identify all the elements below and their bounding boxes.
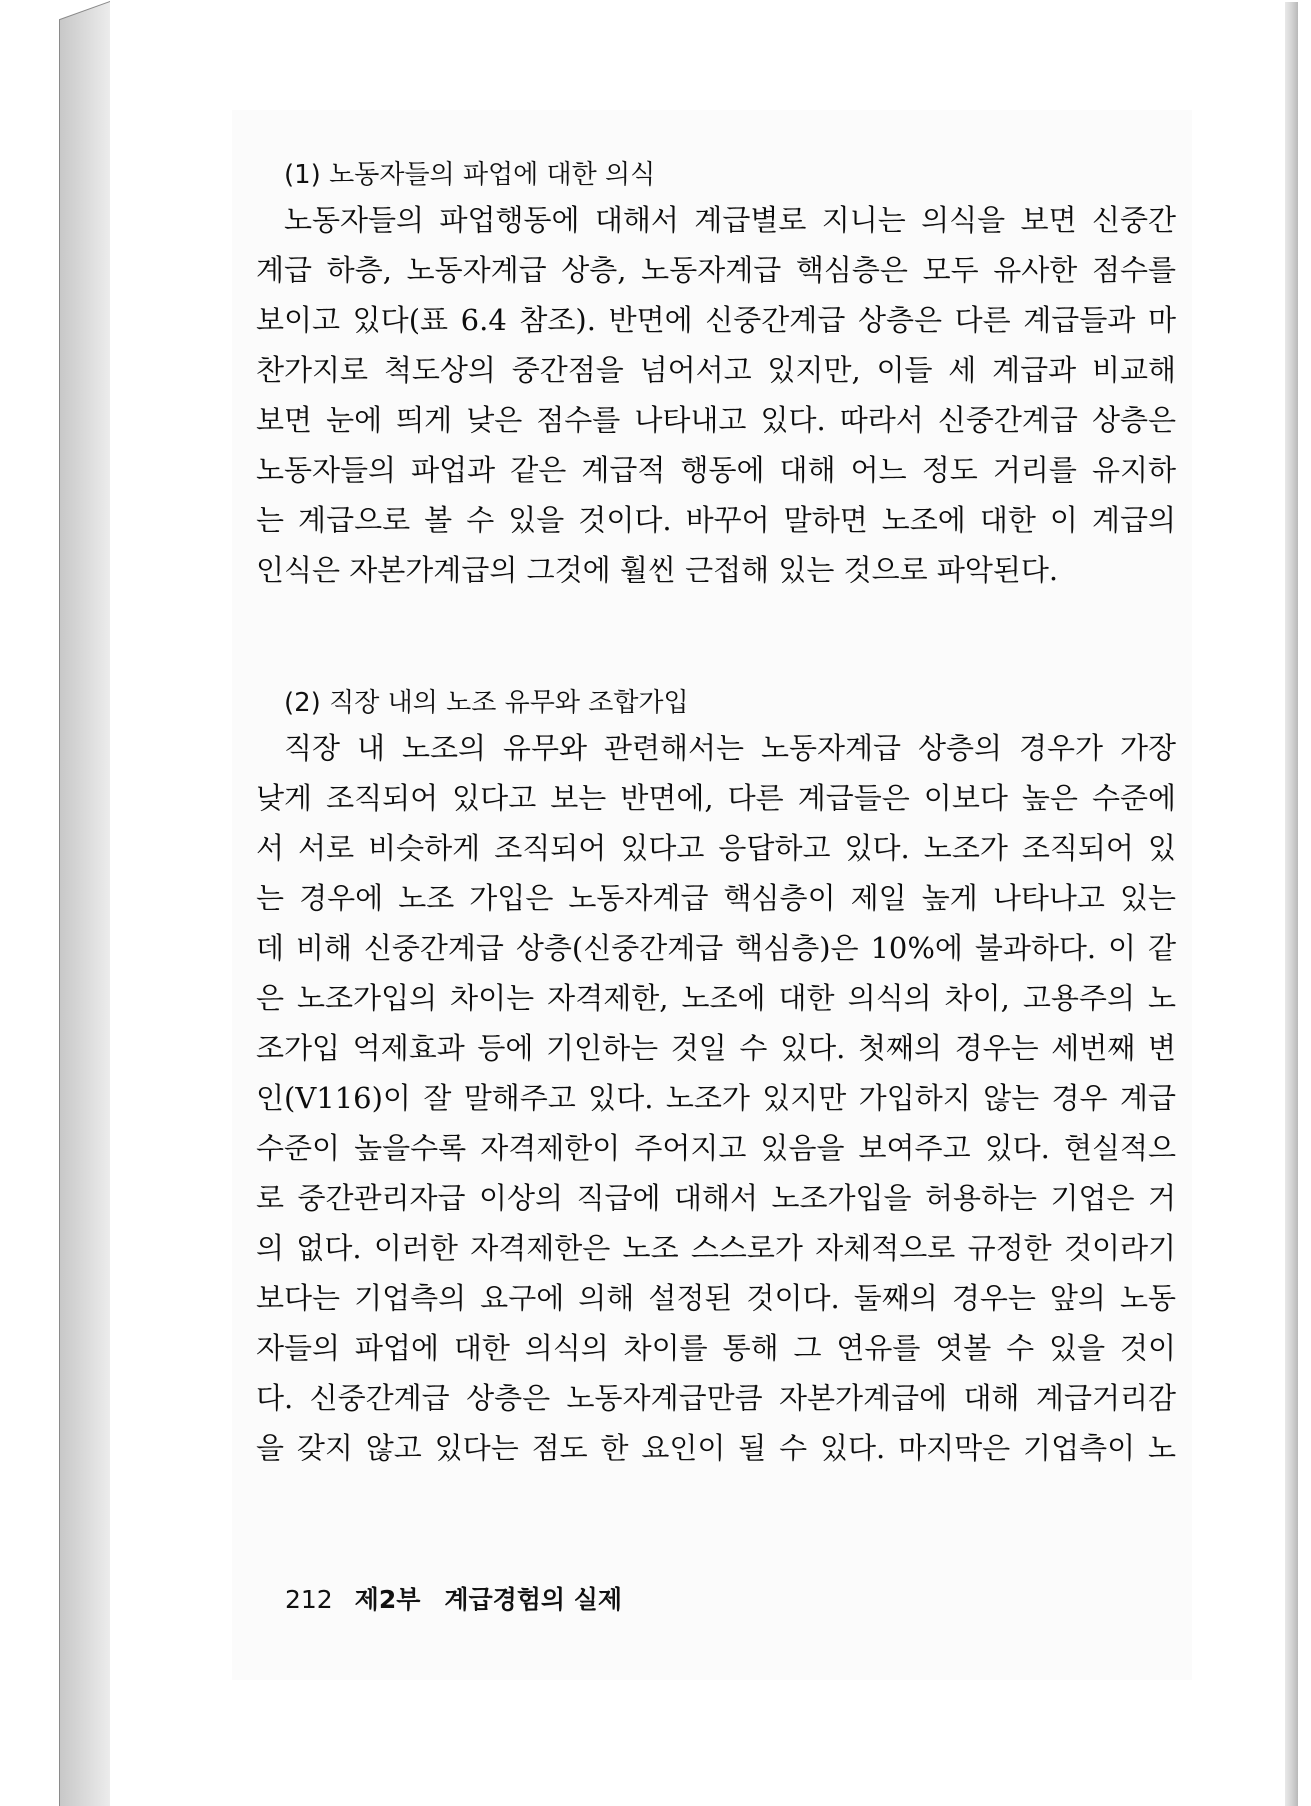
paragraph-line: 을 갖지 않고 있다는 점도 한 요인이 될 수 있다. 마지막은 기업측이 노 — [256, 1431, 1176, 1465]
paragraph-line: 직장 내 노조의 유무와 관련해서는 노동자계급 상층의 경우가 가장 — [284, 731, 1176, 765]
paragraph-line: 는 계급으로 볼 수 있을 것이다. 바꾸어 말하면 노조에 대한 이 계급의 — [256, 503, 1176, 537]
section-1-paragraph — [256, 195, 1176, 595]
paragraph-line: 찬가지로 척도상의 중간점을 넘어서고 있지만, 이들 세 계급과 비교해 — [256, 353, 1176, 387]
paragraph-line: 노동자들의 파업행동에 대해서 계급별로 지니는 의식을 보면 신중간 — [284, 203, 1176, 237]
paragraph-line: 조가입 억제효과 등에 기인하는 것일 수 있다. 첫째의 경우는 세번째 변 — [256, 1031, 1176, 1065]
section-1-heading: (1) 노동자들의 파업에 대한 의식 — [284, 160, 656, 190]
paragraph-line: 서 서로 비슷하게 조직되어 있다고 응답하고 있다. 노조가 조직되어 있 — [256, 831, 1176, 865]
paragraph-line: 낮게 조직되어 있다고 보는 반면에, 다른 계급들은 이보다 높은 수준에 — [256, 781, 1176, 815]
paragraph-line: 계급 하층, 노동자계급 상층, 노동자계급 핵심층은 모두 유사한 점수를 — [256, 253, 1176, 287]
page-footer — [285, 1580, 622, 1616]
paragraph-line: 보이고 있다(표 6.4 참조). 반면에 신중간계급 상층은 다른 계급들과 마 — [256, 303, 1176, 337]
paragraph-line: 보다는 기업측의 요구에 의해 설정된 것이다. 둘째의 경우는 앞의 노동 — [256, 1281, 1176, 1315]
page-body — [256, 155, 1176, 1473]
paragraph-line: 는 경우에 노조 가입은 노동자계급 핵심층이 제일 높게 나타나고 있는 — [256, 881, 1176, 915]
paragraph-line: 의 없다. 이러한 자격제한은 노조 스스로가 자체적으로 규정한 것이라기 — [256, 1231, 1176, 1265]
paragraph-line: 노동자들의 파업과 같은 계급적 행동에 대해 어느 정도 거리를 유지하 — [256, 453, 1176, 487]
section-gap — [256, 595, 1176, 683]
section-2-paragraph — [256, 723, 1176, 1473]
paragraph-line: 인식은 자본가계급의 그것에 훨씬 근접해 있는 것으로 파악된다. — [256, 553, 1059, 587]
chapter-title: 계급경험의 실제 — [444, 1585, 623, 1614]
paragraph-line: 로 중간관리자급 이상의 직급에 대해서 노조가입을 허용하는 기업은 거 — [256, 1181, 1176, 1215]
paragraph-line: 수준이 높을수록 자격제한이 주어지고 있음을 보여주고 있다. 현실적으 — [256, 1131, 1176, 1165]
paragraph-line: 데 비해 신중간계급 상층(신중간계급 핵심층)은 10%에 불과하다. 이 같 — [256, 931, 1176, 965]
paragraph-line: 다. 신중간계급 상층은 노동자계급만큼 자본가계급에 대해 계급거리감 — [256, 1381, 1176, 1415]
paragraph-line: 보면 눈에 띄게 낮은 점수를 나타내고 있다. 따라서 신중간계급 상층은 — [256, 403, 1176, 437]
paragraph-line: 은 노조가입의 차이는 자격제한, 노조에 대한 의식의 차이, 고용주의 노 — [256, 981, 1176, 1015]
page-number: 212 — [285, 1585, 333, 1614]
section-2-heading: (2) 직장 내의 노조 유무와 조합가입 — [284, 688, 689, 718]
paragraph-line: 자들의 파업에 대한 의식의 차이를 통해 그 연유를 엿볼 수 있을 것이 — [256, 1331, 1176, 1365]
part-label: 제2부 — [354, 1585, 421, 1614]
paragraph-line: 인(V116)이 잘 말해주고 있다. 노조가 있지만 가입하지 않는 경우 계급 — [256, 1081, 1176, 1115]
